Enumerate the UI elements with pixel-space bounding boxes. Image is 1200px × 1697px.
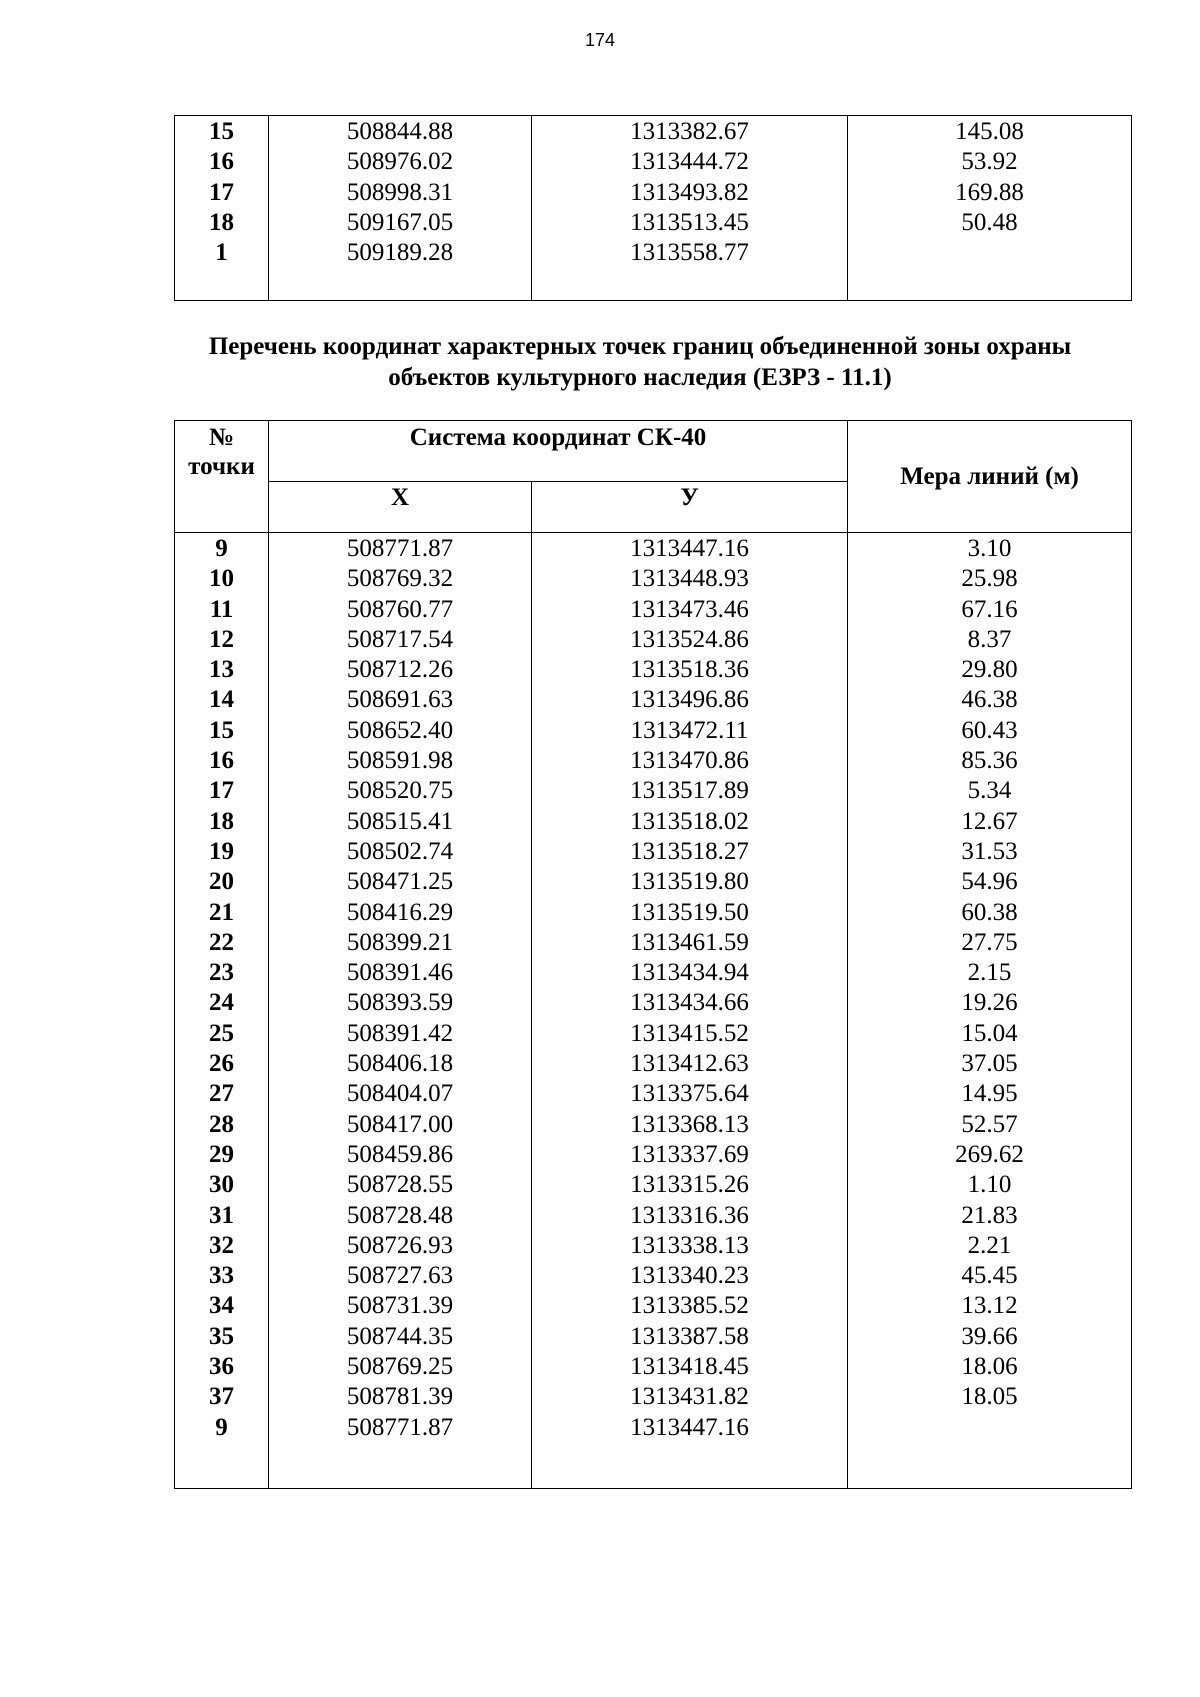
header-y: У (532, 482, 848, 533)
x-coordinate-cell: 508471.25 (269, 867, 532, 897)
point-number-cell: 21 (175, 898, 269, 928)
point-number-cell: 16 (175, 147, 269, 177)
line-measure-cell: 169.88 (848, 178, 1132, 208)
table2-body (175, 533, 1132, 1489)
point-number-cell: 15 (175, 116, 269, 148)
line-measure-cell: 39.66 (848, 1322, 1132, 1352)
y-coordinate-cell: 1313448.93 (532, 564, 848, 594)
line-measure-cell: 2.21 (848, 1231, 1132, 1261)
line-measure-cell: 37.05 (848, 1049, 1132, 1079)
y-coordinate-cell: 1313470.86 (532, 746, 848, 776)
table-row (175, 1019, 1132, 1049)
header-line-measure: Мера линий (м) (848, 421, 1132, 533)
point-number-cell: 22 (175, 928, 269, 958)
table-row (175, 595, 1132, 625)
line-measure-cell: 60.38 (848, 898, 1132, 928)
table-row (175, 116, 1132, 148)
point-number-cell: 27 (175, 1079, 269, 1109)
x-coordinate-cell: 508391.42 (269, 1019, 532, 1049)
y-coordinate-cell: 1313387.58 (532, 1322, 848, 1352)
point-number-cell: 17 (175, 776, 269, 806)
line-measure-cell: 60.43 (848, 716, 1132, 746)
line-measure-cell: 46.38 (848, 685, 1132, 715)
y-coordinate-cell: 1313472.11 (532, 716, 848, 746)
line-measure-cell: 19.26 (848, 988, 1132, 1018)
padding-cell (175, 268, 269, 301)
x-coordinate-cell: 508769.32 (269, 564, 532, 594)
x-coordinate-cell: 508769.25 (269, 1352, 532, 1382)
line-measure-cell: 52.57 (848, 1110, 1132, 1140)
x-coordinate-cell: 508712.26 (269, 655, 532, 685)
x-coordinate-cell: 508417.00 (269, 1110, 532, 1140)
table-row (175, 1231, 1132, 1261)
x-coordinate-cell: 508406.18 (269, 1049, 532, 1079)
line-measure-cell (848, 1413, 1132, 1443)
header-x: Х (269, 482, 532, 533)
point-number-cell: 17 (175, 178, 269, 208)
point-number-cell: 9 (175, 533, 269, 565)
line-measure-cell: 3.10 (848, 533, 1132, 565)
table-row (175, 178, 1132, 208)
line-measure-cell: 85.36 (848, 746, 1132, 776)
line-measure-cell: 29.80 (848, 655, 1132, 685)
line-measure-cell: 13.12 (848, 1291, 1132, 1321)
section-title (150, 331, 1130, 393)
point-number-cell: 14 (175, 685, 269, 715)
y-coordinate-cell: 1313558.77 (532, 238, 848, 268)
table-row (175, 1170, 1132, 1200)
header-num-label: точки (188, 453, 255, 480)
y-coordinate-cell: 1313513.45 (532, 208, 848, 238)
point-number-cell: 10 (175, 564, 269, 594)
point-number-cell: 16 (175, 746, 269, 776)
point-number-cell: 36 (175, 1352, 269, 1382)
table-row (175, 1140, 1132, 1170)
y-coordinate-cell: 1313434.66 (532, 988, 848, 1018)
y-coordinate-cell: 1313338.13 (532, 1231, 848, 1261)
x-coordinate-cell: 508515.41 (269, 807, 532, 837)
y-coordinate-cell: 1313316.36 (532, 1201, 848, 1231)
point-number-cell: 23 (175, 958, 269, 988)
table-row (175, 807, 1132, 837)
y-coordinate-cell: 1313418.45 (532, 1352, 848, 1382)
table-row (175, 898, 1132, 928)
padding-cell (175, 1443, 269, 1489)
table-row (175, 533, 1132, 565)
line-measure-cell: 25.98 (848, 564, 1132, 594)
padding-cell (848, 1443, 1132, 1489)
point-number-cell: 30 (175, 1170, 269, 1200)
table1-body (175, 116, 1132, 301)
point-number-cell: 11 (175, 595, 269, 625)
point-number-cell: 18 (175, 208, 269, 238)
table-row (175, 685, 1132, 715)
table-row (175, 716, 1132, 746)
table-row (175, 928, 1132, 958)
point-number-cell: 28 (175, 1110, 269, 1140)
table-row (175, 746, 1132, 776)
table-row (175, 1382, 1132, 1412)
header-num-symbol: № (208, 424, 235, 451)
header-point-number (175, 421, 269, 533)
point-number-cell: 24 (175, 988, 269, 1018)
y-coordinate-cell: 1313519.80 (532, 867, 848, 897)
table-padding-row (175, 1443, 1132, 1489)
line-measure-cell: 54.96 (848, 867, 1132, 897)
y-coordinate-cell: 1313496.86 (532, 685, 848, 715)
table-row (175, 988, 1132, 1018)
x-coordinate-cell: 508976.02 (269, 147, 532, 177)
x-coordinate-cell: 508744.35 (269, 1322, 532, 1352)
table-padding-row (175, 268, 1132, 301)
table-row (175, 867, 1132, 897)
table-row (175, 238, 1132, 268)
padding-cell (269, 268, 532, 301)
x-coordinate-cell: 508717.54 (269, 625, 532, 655)
x-coordinate-cell: 508399.21 (269, 928, 532, 958)
x-coordinate-cell: 508727.63 (269, 1261, 532, 1291)
padding-cell (269, 1443, 532, 1489)
line-measure-cell: 2.15 (848, 958, 1132, 988)
line-measure-cell: 12.67 (848, 807, 1132, 837)
point-number-cell: 26 (175, 1049, 269, 1079)
line-measure-cell: 31.53 (848, 837, 1132, 867)
y-coordinate-cell: 1313473.46 (532, 595, 848, 625)
y-coordinate-cell: 1313517.89 (532, 776, 848, 806)
line-measure-cell: 18.06 (848, 1352, 1132, 1382)
table-row (175, 655, 1132, 685)
table-row (175, 1110, 1132, 1140)
line-measure-cell: 45.45 (848, 1261, 1132, 1291)
table-row (175, 1413, 1132, 1443)
y-coordinate-cell: 1313337.69 (532, 1140, 848, 1170)
table-row (175, 958, 1132, 988)
x-coordinate-cell: 508652.40 (269, 716, 532, 746)
padding-cell (532, 1443, 848, 1489)
point-number-cell: 35 (175, 1322, 269, 1352)
point-number-cell: 19 (175, 837, 269, 867)
x-coordinate-cell: 508844.88 (269, 116, 532, 148)
coordinates-table-continued (174, 115, 1132, 301)
point-number-cell: 20 (175, 867, 269, 897)
x-coordinate-cell: 508760.77 (269, 595, 532, 625)
y-coordinate-cell: 1313412.63 (532, 1049, 848, 1079)
x-coordinate-cell: 508781.39 (269, 1382, 532, 1412)
y-coordinate-cell: 1313415.52 (532, 1019, 848, 1049)
table-row (175, 1261, 1132, 1291)
line-measure-cell: 8.37 (848, 625, 1132, 655)
table-row (175, 1291, 1132, 1321)
x-coordinate-cell: 509189.28 (269, 238, 532, 268)
y-coordinate-cell: 1313368.13 (532, 1110, 848, 1140)
line-measure-cell: 27.75 (848, 928, 1132, 958)
coordinates-table-ezrz (174, 420, 1132, 1489)
x-coordinate-cell: 508728.55 (269, 1170, 532, 1200)
point-number-cell: 33 (175, 1261, 269, 1291)
x-coordinate-cell: 508998.31 (269, 178, 532, 208)
point-number-cell: 25 (175, 1019, 269, 1049)
table2-header (175, 421, 1132, 533)
table-row (175, 1049, 1132, 1079)
y-coordinate-cell: 1313447.16 (532, 1413, 848, 1443)
y-coordinate-cell: 1313518.27 (532, 837, 848, 867)
line-measure-cell (848, 238, 1132, 268)
point-number-cell: 29 (175, 1140, 269, 1170)
x-coordinate-cell: 508591.98 (269, 746, 532, 776)
y-coordinate-cell: 1313385.52 (532, 1291, 848, 1321)
point-number-cell: 1 (175, 238, 269, 268)
y-coordinate-cell: 1313431.82 (532, 1382, 848, 1412)
line-measure-cell: 21.83 (848, 1201, 1132, 1231)
point-number-cell: 12 (175, 625, 269, 655)
table-row (175, 1352, 1132, 1382)
line-measure-cell: 14.95 (848, 1079, 1132, 1109)
x-coordinate-cell: 508726.93 (269, 1231, 532, 1261)
x-coordinate-cell: 508771.87 (269, 533, 532, 565)
line-measure-cell: 1.10 (848, 1170, 1132, 1200)
point-number-cell: 31 (175, 1201, 269, 1231)
x-coordinate-cell: 508731.39 (269, 1291, 532, 1321)
y-coordinate-cell: 1313340.23 (532, 1261, 848, 1291)
line-measure-cell: 5.34 (848, 776, 1132, 806)
point-number-cell: 15 (175, 716, 269, 746)
x-coordinate-cell: 508459.86 (269, 1140, 532, 1170)
y-coordinate-cell: 1313518.02 (532, 807, 848, 837)
x-coordinate-cell: 508404.07 (269, 1079, 532, 1109)
x-coordinate-cell: 508520.75 (269, 776, 532, 806)
line-measure-cell: 15.04 (848, 1019, 1132, 1049)
point-number-cell: 18 (175, 807, 269, 837)
table-row (175, 625, 1132, 655)
point-number-cell: 13 (175, 655, 269, 685)
y-coordinate-cell: 1313434.94 (532, 958, 848, 988)
padding-cell (532, 268, 848, 301)
y-coordinate-cell: 1313444.72 (532, 147, 848, 177)
y-coordinate-cell: 1313315.26 (532, 1170, 848, 1200)
y-coordinate-cell: 1313518.36 (532, 655, 848, 685)
point-number-cell: 34 (175, 1291, 269, 1321)
y-coordinate-cell: 1313382.67 (532, 116, 848, 148)
y-coordinate-cell: 1313375.64 (532, 1079, 848, 1109)
x-coordinate-cell: 509167.05 (269, 208, 532, 238)
x-coordinate-cell: 508728.48 (269, 1201, 532, 1231)
table-row (175, 147, 1132, 177)
table-row (175, 208, 1132, 238)
padding-cell (848, 268, 1132, 301)
line-measure-cell: 53.92 (848, 147, 1132, 177)
page-number: 174 (584, 30, 616, 50)
table-row (175, 776, 1132, 806)
line-measure-cell: 67.16 (848, 595, 1132, 625)
line-measure-cell: 145.08 (848, 116, 1132, 148)
table-row (175, 837, 1132, 867)
x-coordinate-cell: 508502.74 (269, 837, 532, 867)
x-coordinate-cell: 508391.46 (269, 958, 532, 988)
y-coordinate-cell: 1313519.50 (532, 898, 848, 928)
title-line-2: объектов культурного наследия (ЕЗРЗ - 11.1) (388, 364, 892, 391)
title-line-1: Перечень координат характерных точек границ объединенной зоны охраны (208, 333, 1072, 360)
x-coordinate-cell: 508393.59 (269, 988, 532, 1018)
line-measure-cell: 269.62 (848, 1140, 1132, 1170)
header-coordinate-system: Система координат СК-40 (269, 421, 848, 482)
x-coordinate-cell: 508771.87 (269, 1413, 532, 1443)
table-row (175, 1079, 1132, 1109)
line-measure-cell: 50.48 (848, 208, 1132, 238)
y-coordinate-cell: 1313493.82 (532, 178, 848, 208)
point-number-cell: 9 (175, 1413, 269, 1443)
line-measure-cell: 18.05 (848, 1382, 1132, 1412)
x-coordinate-cell: 508691.63 (269, 685, 532, 715)
y-coordinate-cell: 1313447.16 (532, 533, 848, 565)
y-coordinate-cell: 1313524.86 (532, 625, 848, 655)
point-number-cell: 37 (175, 1382, 269, 1412)
table-row (175, 1201, 1132, 1231)
y-coordinate-cell: 1313461.59 (532, 928, 848, 958)
point-number-cell: 32 (175, 1231, 269, 1261)
table-row (175, 1322, 1132, 1352)
x-coordinate-cell: 508416.29 (269, 898, 532, 928)
table-row (175, 564, 1132, 594)
